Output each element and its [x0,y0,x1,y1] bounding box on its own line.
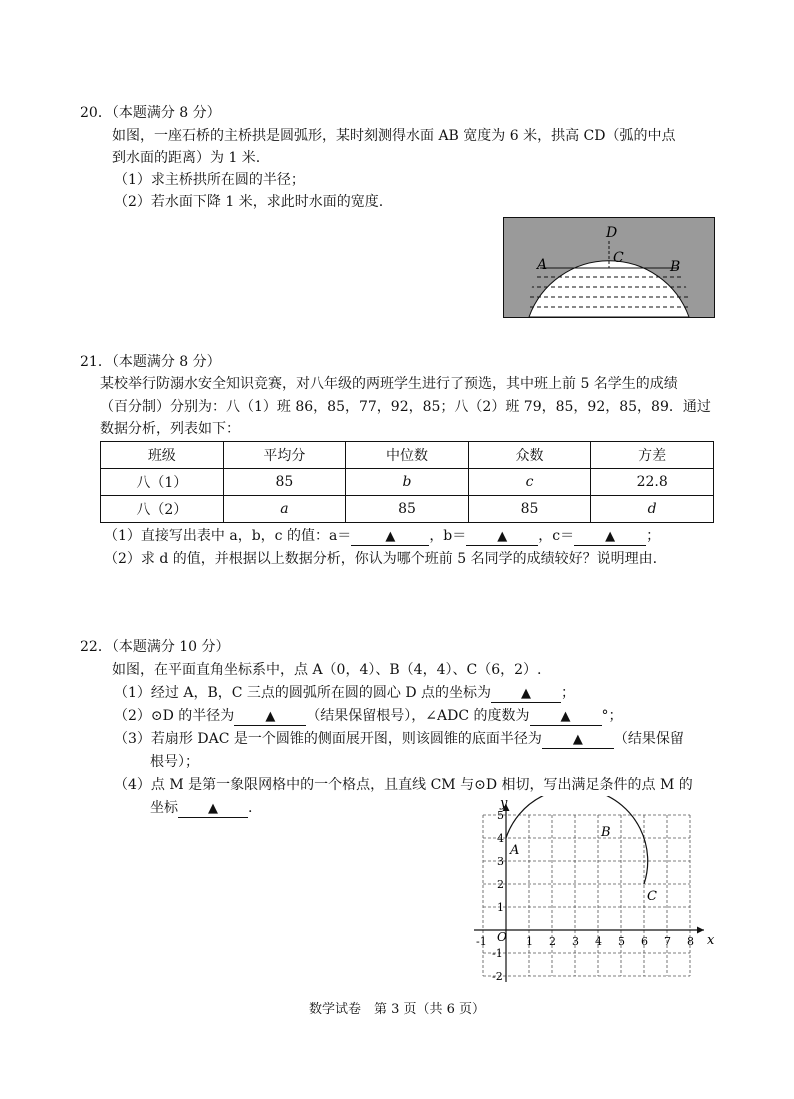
q21-heading: 21．（本题满分 8 分） [80,354,221,370]
page-footer: 数学试卷 第 3 页（共 6 页） [308,1002,486,1017]
y-tick-label: 4 [497,832,504,845]
q22-item-1 [114,683,575,703]
y-axis-label: y [500,796,508,811]
table-cell: 八（2） [101,496,224,523]
q22-item2-middle: （结果保留根号），∠ADC 的度数为 [306,708,530,724]
circle-arc-abc [506,796,648,884]
x-axis-label: x [707,933,715,948]
answer-blank-a[interactable] [351,528,429,546]
table-cell: d [591,496,714,523]
x-tick-label: -1 [476,935,487,948]
bridge-arch-figure [503,217,715,319]
q22-item2-prefix: （2）⊙D 的半径为 [114,708,235,724]
triangle-icon: ▲ [497,529,508,544]
q22-paragraph-line1: 如图，在平面直角坐标系中，点 A（0，4）、B（4，4）、C（6，2）. [112,662,542,678]
q21-paragraph-line2: （百分制）分别为：八（1）班 86，85，77，92，85；八（2）班 79，85，92，85，89．通过 [100,399,711,415]
grid-lines [483,815,690,976]
x-tick-label: 2 [549,935,556,948]
label-D: D [606,225,618,241]
q22-heading: 22．（本题满分 10 分） [80,639,230,655]
q22-item-4-line1: （4）点 M 是第一象限网格中的一个格点，且直线 CM 与⊙D 相切，写出满足条件的点 M 的 [114,777,693,793]
table-cell: 八（1） [101,469,224,496]
q21-paragraph-line1: 某校举行防溺水安全知识竞赛，对八年级的两班学生进行了预选，其中班上前 5 名学生的成绩 [100,376,678,392]
header-median: 中位数 [346,442,469,469]
y-tick-label: -1 [492,947,503,960]
x-tick-label: 7 [664,935,671,948]
q22-item-4-line2 [150,798,252,818]
triangle-icon: ▲ [521,686,532,701]
y-tick-label: 5 [497,809,504,822]
scores-table [100,441,714,523]
q20-heading: 20．（本题满分 8 分） [80,105,221,121]
header-mode: 众数 [468,442,591,469]
answer-blank-radius[interactable] [234,708,306,726]
q22-item-2 [114,706,623,726]
y-tick-label: -2 [492,970,503,983]
triangle-icon: ▲ [560,709,571,724]
origin-label: O [497,930,507,944]
q21-item1-prefix: （1）直接写出表中 a，b，c 的值：a＝ [104,528,352,544]
answer-blank-center-d[interactable] [491,685,561,703]
table-cell: 85 [346,496,469,523]
answer-blank-angle[interactable] [530,708,602,726]
q22-item3-end: （结果保留 [613,731,684,747]
q20-item-1: （1）求主桥拱所在圆的半径； [114,172,305,188]
q22-item4-end: . [248,800,253,816]
answer-blank-cone-radius[interactable] [542,731,614,749]
answer-blank-c[interactable] [574,528,646,546]
q21-item1-end: ； [646,528,661,544]
header-mean: 平均分 [223,442,346,469]
table-header-row [101,442,714,469]
point-label-A: A [510,843,520,858]
q21-paragraph-line3: 数据分析，列表如下： [100,421,240,437]
x-tick-label: 1 [526,935,533,948]
point-label-C: C [647,889,657,904]
x-axis-arrow-icon [697,927,704,934]
q22-item2-end: °； [601,708,623,724]
y-tick-label: 1 [497,901,504,914]
table-cell: 85 [223,469,346,496]
point-label-B: B [601,825,611,840]
q21-item-2: （2）求 d 的值，并根据以上数据分析，你认为哪个班前 5 名同学的成绩较好？说明理由. [104,551,658,567]
label-B: B [670,259,681,275]
triangle-icon: ▲ [265,709,276,724]
answer-blank-b[interactable] [466,528,538,546]
label-C: C [613,250,624,266]
q22-item4-prefix: 坐标 [150,800,178,816]
q20-item-2: （2）若水面下降 1 米，求此时水面的宽度. [114,194,384,210]
x-tick-label: 3 [572,935,579,948]
table-row [101,469,714,496]
table-cell: 85 [468,496,591,523]
coordinate-grid-figure [470,796,715,986]
header-class: 班级 [101,442,224,469]
q21-item1-b-label: ，b＝ [429,528,467,544]
q22-item-3-continued: 根号）； [150,754,199,770]
q22-item-3 [114,729,684,749]
triangle-icon: ▲ [605,529,616,544]
q22-item1-end: ； [561,685,576,701]
answer-blank-point-m[interactable] [178,800,248,818]
q22-item3-prefix: （3）若扇形 DAC 是一个圆锥的侧面展开图，则该圆锥的底面半径为 [114,731,542,747]
table-cell: b [346,469,469,496]
triangle-icon: ▲ [385,529,396,544]
triangle-icon: ▲ [208,801,218,816]
y-tick-label: 3 [497,855,504,868]
q20-paragraph-line1: 如图，一座石桥的主桥拱是圆弧形，某时刻测得水面 AB 宽度为 6 米，拱高 CD（弧的中点 [112,128,676,144]
x-tick-label: 4 [595,935,602,948]
x-tick-label: 8 [687,935,694,948]
q22-item1-prefix: （1）经过 A，B，C 三点的圆弧所在圆的圆心 D 点的坐标为 [114,685,492,701]
x-tick-label: 6 [641,935,648,948]
table-cell: 22.8 [591,469,714,496]
table-row [101,496,714,523]
q21-item1-c-label: ，c＝ [538,528,575,544]
table-cell: c [468,469,591,496]
y-tick-label: 2 [497,878,504,891]
x-tick-label: 5 [618,935,625,948]
triangle-icon: ▲ [572,732,583,747]
q20-paragraph-line2: 到水面的距离）为 1 米. [112,150,261,166]
header-variance: 方差 [591,442,714,469]
q21-item-1 [104,526,660,546]
table-cell: a [223,496,346,523]
label-A: A [537,257,548,273]
